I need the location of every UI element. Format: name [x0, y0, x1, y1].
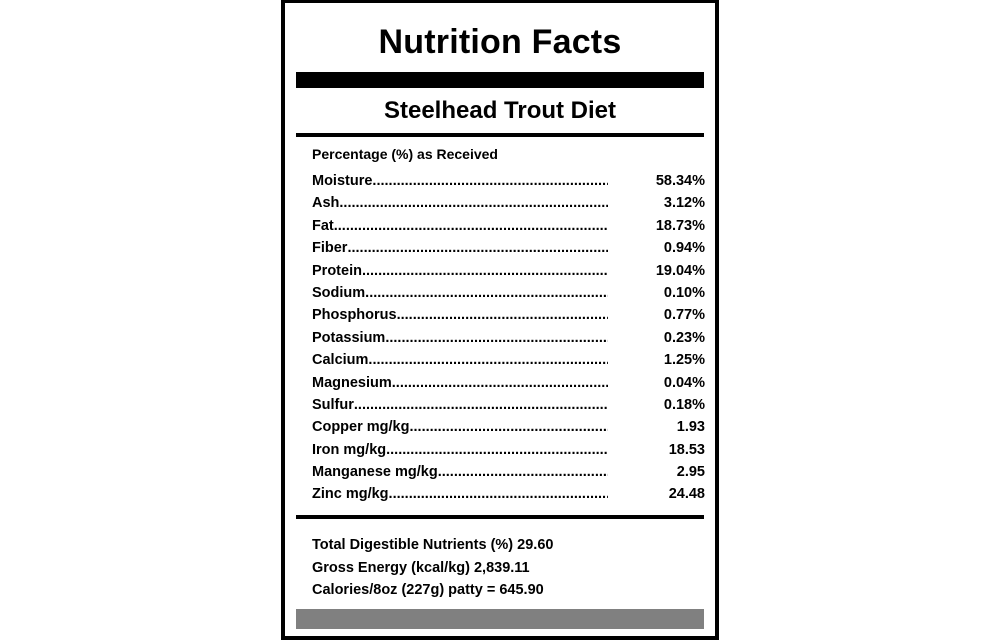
nutrient-value: 2.95 [676, 464, 705, 481]
bottom-bar [296, 609, 704, 629]
dot-leader [409, 419, 608, 435]
nutrient-row [312, 263, 705, 285]
thick-divider [296, 72, 704, 88]
nutrient-value: 0.23% [663, 329, 705, 346]
nutrient-name: Manganese mg/kg [312, 464, 438, 481]
nutrient-row [312, 397, 705, 419]
dot-leader [368, 352, 608, 368]
nutrient-value: 19.04% [655, 262, 705, 279]
nutrient-value: 0.94% [663, 240, 705, 257]
nutrient-row [312, 419, 705, 441]
nutrient-name: Calcium [312, 352, 369, 369]
nutrient-row [312, 195, 705, 217]
dot-leader [438, 464, 608, 480]
nutrient-value: 0.18% [663, 396, 705, 413]
divider-top [296, 133, 704, 137]
nutrient-name: Fiber [312, 240, 348, 257]
nutrient-name: Potassium [312, 329, 386, 346]
nutrient-list [312, 173, 705, 509]
divider-bottom [296, 515, 704, 519]
nutrient-name: Moisture [312, 173, 373, 189]
nutrient-value: 1.93 [676, 419, 705, 436]
label-title: Nutrition Facts [378, 23, 622, 61]
nutrient-value: 24.48 [668, 486, 705, 503]
tdn-line: Total Digestible Nutrients (%) 29.60 [312, 537, 554, 553]
nutrient-row [312, 375, 705, 397]
nutrition-label [281, 0, 719, 640]
nutrient-name: Fat [312, 217, 334, 234]
label-footer [312, 534, 553, 602]
nutrient-value: 18.73% [655, 217, 705, 234]
nutrient-value: 0.10% [663, 284, 705, 301]
nutrient-value: 3.12% [663, 195, 705, 212]
nutrient-name: Ash [312, 195, 340, 212]
nutrient-row [312, 464, 705, 486]
nutrient-value: 0.77% [663, 307, 705, 324]
nutrient-row [312, 330, 705, 352]
nutrient-row [312, 307, 705, 329]
nutrient-name: Sodium [312, 284, 366, 301]
dot-leader [386, 442, 608, 458]
dot-leader [362, 263, 608, 279]
dot-leader [334, 218, 608, 234]
nutrient-row [312, 218, 705, 240]
nutrient-row [312, 442, 705, 464]
calories-line: Calories/8oz (227g) patty = 645.90 [312, 582, 544, 598]
dot-leader [389, 486, 608, 502]
nutrient-value: 1.25% [663, 352, 705, 369]
nutrient-name: Sulfur [312, 396, 354, 413]
nutrient-value: 0.04% [663, 374, 705, 391]
nutrient-name: Zinc mg/kg [312, 486, 389, 503]
dot-leader [365, 285, 608, 301]
nutrient-row [312, 173, 705, 195]
basis-heading: Percentage (%) as Received [312, 146, 498, 162]
dot-leader [372, 173, 608, 189]
nutrient-row [312, 352, 705, 374]
dot-leader [347, 240, 608, 256]
nutrient-value: 58.34% [655, 173, 705, 189]
dot-leader [385, 330, 608, 346]
gross-energy-line: Gross Energy (kcal/kg) 2,839.11 [312, 559, 530, 576]
nutrient-name: Protein [312, 262, 362, 279]
nutrient-row [312, 486, 705, 508]
label-subtitle: Steelhead Trout Diet [383, 97, 617, 124]
nutrient-name: Phosphorus [312, 307, 397, 324]
nutrient-name: Iron mg/kg [312, 441, 387, 458]
dot-leader [397, 307, 608, 323]
nutrient-value: 18.53 [668, 441, 705, 458]
dot-leader [339, 195, 608, 211]
nutrient-name: Magnesium [312, 374, 392, 391]
dot-leader [392, 375, 608, 391]
nutrient-row [312, 285, 705, 307]
nutrient-name: Copper mg/kg [312, 419, 410, 436]
nutrient-row [312, 240, 705, 262]
dot-leader [354, 397, 608, 413]
